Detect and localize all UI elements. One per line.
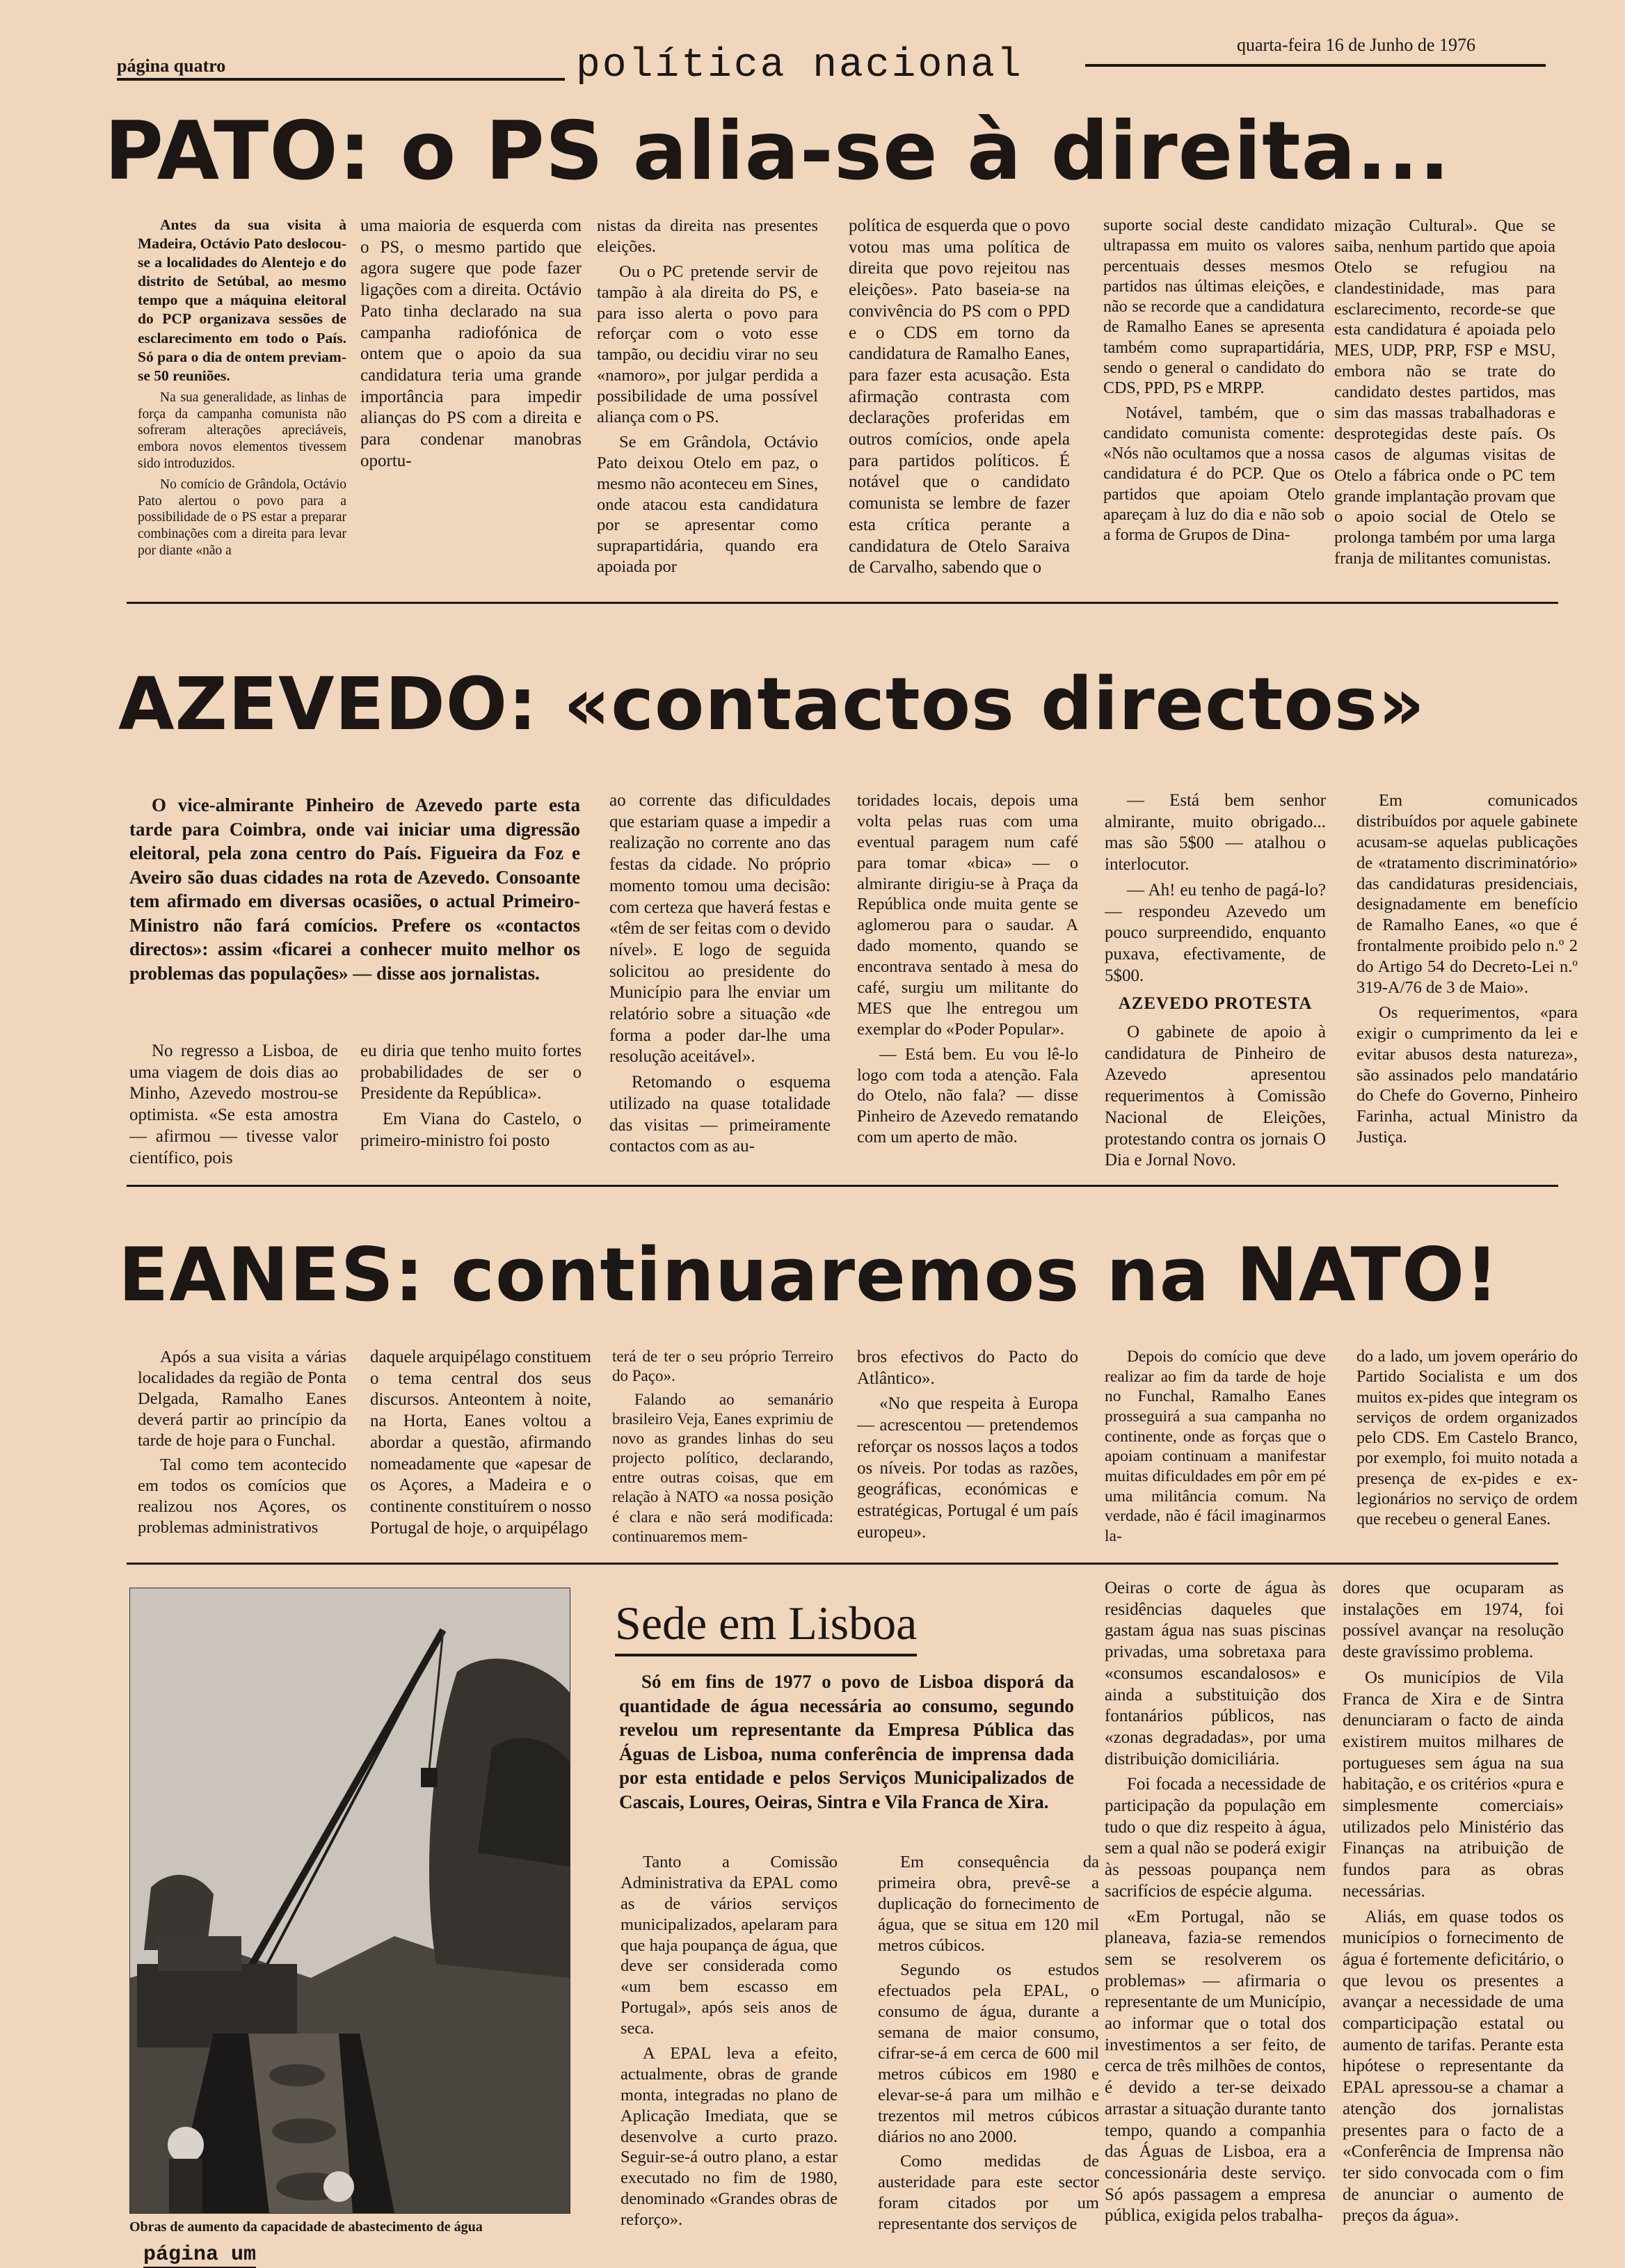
paragraph: Na sua generalidade, as linhas de força da campanha comunista não sofreram alterações apreciáveis, embora novos elementos tivessem sido introduzidos. — [138, 390, 346, 472]
text-column — [857, 1347, 1078, 1553]
paragraph: Em comunicados distribuídos por aquele gabinete acusam-se aquelas publicações de «tratamento discriminatório» das candidaturas presidenciais, designadamente em benefício de Ramalho Eanes, «o que é frontalmente proibido pelo n.º 2 do Artigo 54 do Decreto-Lei n.º 319-A/76 de 3 de Maio». — [1356, 791, 1578, 998]
text-column — [1105, 1347, 1326, 1553]
waterworks-photo — [129, 1588, 570, 2214]
paragraph: — Ah! eu tenho de pagá-lo? — respondeu Azevedo um pouco surpreendido, enquanto puxava, efectivamente, de 5$00. — [1105, 880, 1326, 985]
paragraph: uma maioria de esquerda com o PS, o mesmo partido que agora sugere que pode fazer ligações com a direita. Octávio Pato tinha declarado na sua campanha radiofónica de ontem que o apoio da sua candidatura teria uma grande importância para impedir alianças do PS com a direita e para condenar manobras oportu- — [360, 216, 582, 470]
paragraph: Ou o PC pretende servir de tampão à ala direita do PS, e para isso alerta o povo para reforçar com o voto esse tampão, ou decidiu virar no seu «namoro», por julgar perdida a possibilidade de uma possível aliança com o PS. — [597, 262, 818, 427]
divider-1 — [127, 602, 1558, 604]
paragraph: Oeiras o corte de água às residências daqueles que gastam água nas suas piscinas privadas, uma sobretaxa para «consumos escandalosos» e ainda a substituição dos fontanários públicos, nas «zonas degradadas», por uma distribuição domiciliária. — [1105, 1579, 1326, 1768]
paragraph: Em consequência da primeira obra, prevê-se a duplicação do fornecimento de água, que se situa em 120 mil metros cúbicos. — [878, 1853, 1099, 1955]
paragraph: Aliás, em quase todos os municípios o fornecimento de água é fortemente deficitário, o que levou os presentes a avançar a necessidade de uma comparticipação estatal ou aumento de tarifas. Perante esta hipótese o representante da EPAL apressou-se a chamar a atenção dos jornalistas presentes para o facto de a «Conferência de Imprensa não ter sido convocada com o fim de anunciar o aumento de preços da água». — [1343, 1907, 1564, 2226]
paragraph: toridades locais, depois uma volta pelas ruas com uma eventual paragem num café para tomar «bica» — o almirante dirigiu-se à Praça da República onde muita gente se aglomerou para o saudar. A dado momento, quando se encontrava sentado à mesa do café, surgiu um militante do MES que lhe entregou um exemplar do «Poder Popular». — [857, 791, 1078, 1039]
lede-paragraph: O vice-almirante Pinheiro de Azevedo parte esta tarde para Coimbra, onde vai iniciar uma digressão eleitoral, pela zona centro do País. Figueira da Foz e Aveiro são duas cidades na rota de Azevedo. Consoante tem afirmado em diversas ocasiões, o actual Primeiro-Ministro não fará comícios. Prefere os «contactos directos»: assim «ficarei a conhecer muito melhor os problemas das populações» — disse aos jornalistas. — [129, 794, 580, 984]
section-title: política nacional — [565, 43, 1034, 88]
text-column — [849, 216, 1070, 586]
paragraph: No comício de Grândola, Octávio Pato alertou o povo para a possibilidade de o PS estar a preparar combinações com a direita para levar por diante «não a — [138, 477, 346, 559]
divider-3 — [127, 1563, 1558, 1565]
paragraph: No regresso a Lisboa, de uma viagem de dois dias ao Minho, Azevedo mostrou-se optimista. «Se esta amostra — afirmou — tivesse valor científico, pois — [129, 1041, 338, 1167]
paragraph: Como medidas de austeridade para este sector foram citados por um representante dos serviços de — [878, 2152, 1099, 2234]
headline-sede: Sede em Lisboa — [615, 1596, 917, 1656]
text-column — [1105, 1578, 1326, 2239]
paragraph: — Está bem. Eu vou lê-lo logo com toda a atenção. Fala do Otelo, não fala? — disse Pinheiro de Azevedo rematando com um aperto de mão. — [857, 1044, 1078, 1147]
paragraph: suporte social deste candidato ultrapassa em muito os valores percentuais desses mesmos partidos nas últimas eleições, e não se recorde que a candidatura de Ramalho Eanes se apresenta também como suprapartidária, sendo o general o candidato do CDS, PPD, PS e MRPP. — [1103, 216, 1324, 398]
divider-2 — [127, 1185, 1558, 1187]
paragraph: O gabinete de apoio à candidatura de Pinheiro de Azevedo apresentou requerimentos à Comissão Nacional de Eleições, protestando contra os jornais O Dia e Jornal Novo. — [1105, 1023, 1326, 1170]
paragraph: Os municípios de Vila Franca de Xira e de Sintra denunciaram o facto de ainda existirem muitos milhares de portugueses sem água na sua habitação, e os critérios «pura e simplesmente comerciais» utilizados pelo Ministério das Finanças na atribuição de fundos para as obras necessárias. — [1343, 1668, 1564, 1901]
paragraph: Em Viana do Castelo, o primeiro-ministro foi posto — [360, 1110, 582, 1150]
paragraph: Tanto a Comissão Administrativa da EPAL como as de vários serviços municipalizados, apelaram para que haja poupança de água, que deve ser considerada como «um bem escasso em Portugal», após seis anos de seca. — [621, 1853, 838, 2038]
paragraph: bros efectivos do Pacto do Atlântico». — [857, 1348, 1078, 1388]
photo-caption: Obras de aumento da capacidade de abastecimento de água — [129, 2219, 483, 2235]
text-column — [878, 1852, 1099, 2240]
text-column — [1105, 790, 1326, 1180]
text-column — [621, 1852, 838, 2240]
text-column — [609, 790, 831, 1180]
jump-link[interactable]: página um — [143, 2243, 256, 2268]
paragraph: do a lado, um jovem operário do Partido Socialista e um dos muitos ex-pides que integram os serviços de ordem organizados pelo CDS. Em Castelo Branco, por exemplo, foi muito notada a presença de ex-pides e ex-legionários no serviço de ordem que recebeu o general Eanes. — [1356, 1348, 1578, 1529]
text-column — [597, 216, 818, 586]
paragraph: Depois do comício que deve realizar ao fim da tarde de hoje no Funchal, Ramalho Eanes prosseguirá a sua campanha no continente, onde as forças que o apoiam continuam a manifestar muitas dificuldades em pôr em pé uma militância comum. Na verdade, não é fácil imaginarmos la- — [1105, 1348, 1326, 1546]
paragraph: política de esquerda que o povo votou mas uma política de direita que povo rejeitou nas eleições». Pato baseia-se na convivência do PS com o PPD e o CDS em torno da candidatura de Ramalho Eanes, para fazer esta acusação. Esta afirmação contrasta com declarações proferidas em outros comícios, onde apela para partidos políticos. É notável que o candidato comunista se lembre de fazer esta crítica perante a candidatura de Otelo Saraiva de Carvalho, sabendo que o — [849, 216, 1070, 577]
paragraph: «No que respeita à Europa — acrescentou — pretendemos reforçar os nossos laços a todos os níveis. Por todas as razões, geográficas, económicas e estratégicas, Portugal é um país europeu». — [857, 1394, 1078, 1542]
paragraph: dores que ocuparam as instalações em 1974, foi possível avançar na resolução deste gravíssimo problema. — [1343, 1579, 1564, 1662]
paragraph: Segundo os estudos efectuados pela EPAL, o consumo de água, durante a semana de maior consumo, cifrar-se-á em cerca de 600 mil metros cúbicos em 1980 e elevar-se-á para um milhão e trezentos mil metros cúbicos diários no ano 2000. — [878, 1960, 1099, 2146]
paragraph: Foi focada a necessidade de participação da população em tudo o que diz respeito à água, sem a qual não se poderá exigir às pessoas poupança nem sacrifícios de espécie alguma. — [1105, 1775, 1326, 1901]
paragraph: Falando ao semanário brasileiro Veja, Eanes exprimiu de novo as grandes linhas do seu projecto político, declarando, entre outras coisas, que em relação à NATO «a nossa posição é clara e não será modificada: continuaremos mem- — [612, 1391, 833, 1545]
text-column — [370, 1347, 591, 1553]
paragraph: A EPAL leva a efeito, actualmente, obras de grande monta, integradas no plano de Aplicação Imediata, que se desenvolve a curto prazo. Seguir-se-á outro plano, a estar executado no fim de 1980, denominado «Grandes obras de reforço». — [621, 2044, 838, 2230]
paragraph: Antes da sua visita à Madeira, Octávio Pato deslocou-se a localidades do Alentejo e do distrito de Setúbal, ao mesmo tempo que a máquina eleitoral do PCP organizava sessões de esclarecimento em todo o País. Só para o dia de ontem previam-se 50 reuniões. — [138, 216, 346, 384]
paragraph: — Está bem senhor almirante, muito obrigado... mas são 5$00 — atalhou o interlocutor. — [1105, 791, 1326, 875]
paragraph: terá de ter o seu próprio Terreiro do Paço». — [612, 1348, 833, 1385]
azevedo-lede — [129, 793, 580, 1044]
headline-eanes: EANES: continuaremos na NATO! — [118, 1232, 1500, 1318]
text-column — [1103, 216, 1324, 586]
text-column — [1356, 790, 1578, 1180]
paragraph: Os requerimentos, «para exigir o cumprimento da lei e evitar abusos desta natureza», são assinados pelo mandatário do Chefe do Governo, Pinheiro Farinha, actual Ministro da Justiça. — [1356, 1003, 1578, 1147]
text-column — [1356, 1347, 1578, 1553]
paragraph: Após a sua visita a várias localidades da região de Ponta Delgada, Ramalho Eanes deverá partir ao princípio da tarde de hoje para o Funchal. — [138, 1348, 346, 1450]
paragraph: Se em Grândola, Octávio Pato deixou Otelo em paz, o mesmo não aconteceu em Sines, onde atacou esta candidatura por se apresentar como suprapartidária, quando era apoiada por — [597, 432, 818, 577]
text-column — [1334, 216, 1555, 586]
paragraph: «Em Portugal, não se planeava, fazia-se remendos sem se resolverem os problemas» — afirmaria o representante de um Município, ao informar que o total dos investimentos a ser feito, de cerca de três milhões de contos, é devido a ter-se deixado arrastar a situação durante tanto tempo, quando a companhia das Águas de Lisboa, era a concessionária deste serviço. Só após passagem a empresa pública, exigida pelos trabalha- — [1105, 1907, 1326, 2226]
paragraph: Retomando o esquema utilizado na quase totalidade das visitas — primeiramente contactos com as au- — [609, 1073, 831, 1156]
issue-date: quarta-feira 16 de Junho de 1976 — [1237, 35, 1475, 55]
page-label: página quatro — [117, 56, 226, 76]
paragraph: eu diria que tenho muito fortes probabilidades de ser o Presidente da República». — [360, 1041, 582, 1103]
paragraph: Tal como tem acontecido em todos os comícios que realizou nos Açores, os problemas administrativos — [138, 1455, 346, 1538]
headline-azevedo: AZEVEDO: «contactos directos» — [118, 662, 1425, 746]
text-column — [138, 216, 346, 586]
text-column — [857, 790, 1078, 1180]
paragraph: Notável, também, que o candidato comunista comente: «Nós não ocultamos que a nossa candidatura é do PCP. Que os partidos que apoiam Otelo apareçam à luz do dia e não sob a forma de Grupos de Dina- — [1103, 404, 1324, 545]
paragraph: daquele arquipélago constituem o tema central dos seus discursos. Anteontem à noite, na Horta, Eanes voltou a abordar a questão, afirmando nomeadamente que «apesar de os Açores, a Madeira e o continente constituírem o nosso Portugal de hoje, o arquipélago — [370, 1348, 591, 1538]
paragraph: ao corrente das dificuldades que estariam quase a impedir a realização no corrente ano das festas da cidade. No próprio momento tomou uma decisão: com certeza que haverá festas e «têm de ser feitas com o devido nível». E logo de seguida solicitou ao presidente do Município para lhe enviar um relatório sobre a situação «de forma a poder dar-lhe uma resolução aceitável». — [609, 791, 831, 1067]
lede-paragraph: Só em fins de 1977 o povo de Lisboa disporá da quantidade de água necessária ao consumo, segundo revelou um representante da Empresa Pública das Águas de Lisboa, numa conferência de imprensa dada por esta entidade e pelos Serviços Municipalizados de Cascais, Loures, Oeiras, Sintra e Vila Franca de Xira. — [619, 1671, 1074, 1812]
paragraph: nistas da direita nas presentes eleições. — [597, 216, 818, 256]
text-column — [138, 1347, 346, 1553]
text-column — [129, 1041, 338, 1180]
text-column — [612, 1347, 833, 1553]
subheading: AZEVEDO PROTESTA — [1118, 994, 1313, 1014]
photo-illustration — [130, 1588, 570, 2213]
header-rule-right — [1085, 64, 1546, 67]
text-column — [360, 1041, 582, 1180]
text-column — [360, 216, 582, 586]
paragraph: mização Cultural». Que se saiba, nenhum partido que apoia Otelo se refugiou na clandestinidade, mas para esclarecimento, recorde-se que esta candidatura é apoiada pelo MES, UDP, PRP, FSP e MSU, embora não se trate do candidato destes partidos, mas sim das massas trabalhadoras e desprotegidas deste país. Os casos de algumas visitas de Otelo a fábrica onde o PC tem grande implantação provam que o apoio social de Otelo se prolonga também por uma larga franja de militantes comunistas. — [1334, 216, 1555, 568]
text-column — [1343, 1578, 1564, 2239]
header-rule-left — [117, 78, 576, 81]
sede-lede — [619, 1670, 1074, 1844]
headline-pato: PATO: o PS alia-se à direita... — [104, 104, 1451, 198]
